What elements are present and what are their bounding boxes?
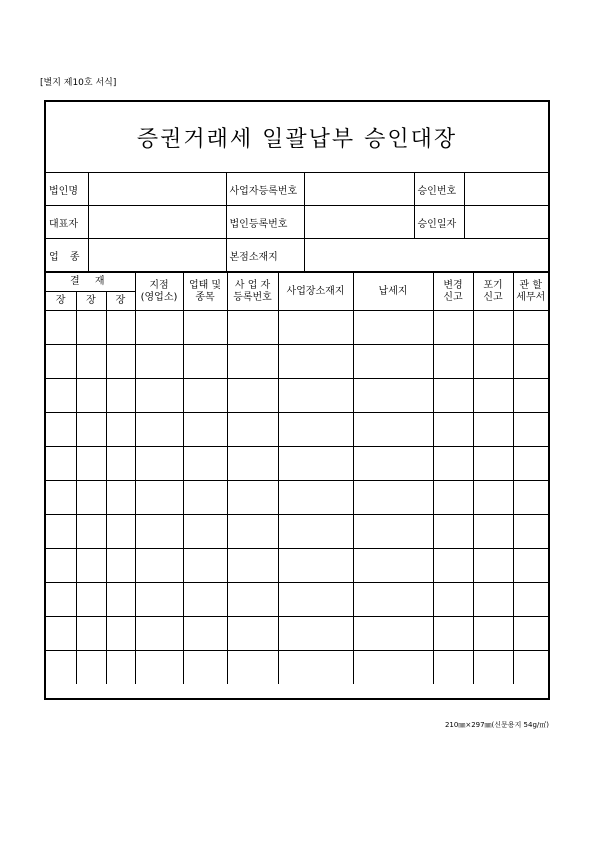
taxpayer-address-header: 납세지 <box>353 273 433 311</box>
table-cell[interactable] <box>46 311 76 345</box>
table-cell[interactable] <box>227 447 278 481</box>
table-cell[interactable] <box>473 447 513 481</box>
table-cell[interactable] <box>513 583 548 617</box>
table-cell[interactable] <box>473 617 513 651</box>
table-cell[interactable] <box>227 481 278 515</box>
table-cell[interactable] <box>513 413 548 447</box>
table-cell[interactable] <box>433 583 473 617</box>
table-cell[interactable] <box>278 413 353 447</box>
table-cell[interactable] <box>473 549 513 583</box>
biz-reg-no-header <box>227 273 278 311</box>
change-report-header <box>433 273 473 311</box>
info-row <box>46 239 548 272</box>
table-row <box>46 651 548 685</box>
table-cell[interactable] <box>46 617 76 651</box>
table-row <box>46 617 548 651</box>
table-cell[interactable] <box>46 447 76 481</box>
table-cell[interactable] <box>278 549 353 583</box>
table-cell[interactable] <box>433 617 473 651</box>
table-cell[interactable] <box>353 481 433 515</box>
table-cell[interactable] <box>183 549 227 583</box>
table-cell[interactable] <box>106 481 135 515</box>
table-cell[interactable] <box>183 345 227 379</box>
approval-ledger-table <box>46 272 548 684</box>
ledger-header-row <box>46 273 548 292</box>
table-cell[interactable] <box>513 515 548 549</box>
table-cell[interactable] <box>353 311 433 345</box>
table-row <box>46 549 548 583</box>
table-cell[interactable] <box>278 651 353 685</box>
table-cell[interactable] <box>473 345 513 379</box>
approval-no-label: 승인번호 <box>414 173 464 206</box>
ledger-sheet <box>44 100 550 700</box>
table-cell[interactable] <box>76 515 106 549</box>
form-number-label: [별지 제10호 서식] <box>40 78 117 88</box>
table-row <box>46 481 548 515</box>
table-cell[interactable] <box>433 345 473 379</box>
approval-group-header: 결 재 <box>46 273 135 292</box>
table-cell[interactable] <box>106 515 135 549</box>
table-cell[interactable] <box>227 345 278 379</box>
table-cell[interactable] <box>183 447 227 481</box>
ceo-field[interactable] <box>88 206 226 239</box>
table-cell[interactable] <box>433 311 473 345</box>
table-cell[interactable] <box>183 379 227 413</box>
biz-reg-no-label: 사업자등록번호 <box>226 173 304 206</box>
biz-type-header <box>183 273 227 311</box>
table-row <box>46 345 548 379</box>
table-cell[interactable] <box>513 549 548 583</box>
waiver-report-header <box>473 273 513 311</box>
table-cell[interactable] <box>513 311 548 345</box>
table-cell[interactable] <box>513 617 548 651</box>
table-cell[interactable] <box>227 549 278 583</box>
table-row <box>46 515 548 549</box>
table-cell[interactable] <box>76 651 106 685</box>
table-cell[interactable] <box>106 345 135 379</box>
table-cell[interactable] <box>433 447 473 481</box>
table-cell[interactable] <box>353 515 433 549</box>
table-cell[interactable] <box>106 413 135 447</box>
info-row <box>46 173 548 206</box>
table-cell[interactable] <box>135 583 183 617</box>
table-cell[interactable] <box>183 413 227 447</box>
biz-reg-no-header-line2: 등록번호 <box>233 291 272 303</box>
table-cell[interactable] <box>473 583 513 617</box>
corp-reg-no-field[interactable] <box>304 206 414 239</box>
table-row <box>46 583 548 617</box>
corp-name-label: 법인명 <box>46 173 88 206</box>
table-cell[interactable] <box>76 617 106 651</box>
table-cell[interactable] <box>227 583 278 617</box>
table-cell[interactable] <box>353 583 433 617</box>
table-cell[interactable] <box>106 379 135 413</box>
table-cell[interactable] <box>76 311 106 345</box>
table-cell[interactable] <box>278 345 353 379</box>
table-cell[interactable] <box>46 515 76 549</box>
table-cell[interactable] <box>278 515 353 549</box>
table-cell[interactable] <box>227 413 278 447</box>
table-cell[interactable] <box>76 481 106 515</box>
site-address-header: 사업장소재지 <box>278 273 353 311</box>
table-cell[interactable] <box>278 583 353 617</box>
table-cell[interactable] <box>513 345 548 379</box>
table-cell[interactable] <box>473 311 513 345</box>
table-cell[interactable] <box>433 515 473 549</box>
table-cell[interactable] <box>473 379 513 413</box>
table-cell[interactable] <box>353 379 433 413</box>
table-cell[interactable] <box>353 617 433 651</box>
table-cell[interactable] <box>106 583 135 617</box>
table-cell[interactable] <box>76 345 106 379</box>
biz-type-header-line1: 업태 및 <box>188 280 222 291</box>
table-cell[interactable] <box>135 447 183 481</box>
info-row <box>46 206 548 239</box>
table-cell[interactable] <box>433 413 473 447</box>
table-cell[interactable] <box>183 515 227 549</box>
table-cell[interactable] <box>46 583 76 617</box>
table-cell[interactable] <box>135 481 183 515</box>
company-info-table <box>46 173 548 272</box>
table-cell[interactable] <box>353 651 433 685</box>
table-cell[interactable] <box>135 617 183 651</box>
table-row <box>46 311 548 345</box>
tax-office-header <box>513 273 548 311</box>
table-cell[interactable] <box>278 617 353 651</box>
table-cell[interactable] <box>106 311 135 345</box>
table-cell[interactable] <box>183 651 227 685</box>
table-cell[interactable] <box>433 481 473 515</box>
table-cell[interactable] <box>473 413 513 447</box>
table-cell[interactable] <box>227 617 278 651</box>
biz-type-header-line2: 종목 <box>195 291 215 303</box>
table-cell[interactable] <box>353 447 433 481</box>
corp-reg-no-label: 법인등록번호 <box>226 206 304 239</box>
corp-name-field[interactable] <box>88 173 226 206</box>
table-cell[interactable] <box>353 549 433 583</box>
table-cell[interactable] <box>353 345 433 379</box>
table-cell[interactable] <box>473 481 513 515</box>
tax-office-header-line2: 세무서 <box>516 291 546 303</box>
branch-header <box>135 273 183 311</box>
table-cell[interactable] <box>227 651 278 685</box>
waiver-report-header-line2: 신고 <box>483 291 503 303</box>
table-cell[interactable] <box>135 345 183 379</box>
table-row <box>46 413 548 447</box>
change-report-header-line1: 변경 <box>443 280 463 291</box>
biz-reg-no-field[interactable] <box>304 173 414 206</box>
table-cell[interactable] <box>353 413 433 447</box>
hq-address-field[interactable] <box>304 239 548 272</box>
approval-no-field[interactable] <box>464 173 548 206</box>
table-cell[interactable] <box>76 583 106 617</box>
table-cell[interactable] <box>227 379 278 413</box>
table-cell[interactable] <box>135 379 183 413</box>
table-cell[interactable] <box>227 515 278 549</box>
table-cell[interactable] <box>183 311 227 345</box>
table-cell[interactable] <box>135 413 183 447</box>
approval-date-label: 승인일자 <box>414 206 464 239</box>
business-type-label: 업 종 <box>46 239 88 272</box>
ledger-body <box>46 311 548 685</box>
table-cell[interactable] <box>433 651 473 685</box>
table-cell[interactable] <box>46 651 76 685</box>
table-cell[interactable] <box>106 447 135 481</box>
table-cell[interactable] <box>278 481 353 515</box>
table-cell[interactable] <box>46 549 76 583</box>
table-row <box>46 379 548 413</box>
table-cell[interactable] <box>278 447 353 481</box>
table-cell[interactable] <box>278 379 353 413</box>
table-row <box>46 447 548 481</box>
table-cell[interactable] <box>433 549 473 583</box>
paper-spec-note: 210㎜×297㎜(신문용지 54g/㎡) <box>444 721 549 729</box>
business-type-field[interactable] <box>88 239 226 272</box>
table-cell[interactable] <box>183 617 227 651</box>
table-cell[interactable] <box>135 549 183 583</box>
table-cell[interactable] <box>76 413 106 447</box>
ceo-label: 대표자 <box>46 206 88 239</box>
approval-date-field[interactable] <box>464 206 548 239</box>
table-cell[interactable] <box>183 583 227 617</box>
table-cell[interactable] <box>76 379 106 413</box>
table-cell[interactable] <box>76 549 106 583</box>
table-cell[interactable] <box>46 413 76 447</box>
page-title: 증권거래세 일괄납부 승인대장 <box>136 126 458 152</box>
biz-reg-no-header-line1: 사 업 자 <box>234 280 271 291</box>
table-cell[interactable] <box>513 651 548 685</box>
table-cell[interactable] <box>278 311 353 345</box>
table-cell[interactable] <box>135 515 183 549</box>
approval-sub-2: 장 <box>76 292 106 311</box>
branch-header-line2: (영업소) <box>140 291 178 303</box>
table-cell[interactable] <box>473 515 513 549</box>
approval-sub-1: 장 <box>46 292 76 311</box>
table-cell[interactable] <box>135 651 183 685</box>
table-cell[interactable] <box>513 481 548 515</box>
table-cell[interactable] <box>473 651 513 685</box>
hq-address-label: 본점소재지 <box>226 239 304 272</box>
tax-office-header-line1: 관 할 <box>519 280 543 291</box>
table-cell[interactable] <box>227 311 278 345</box>
table-cell[interactable] <box>46 345 76 379</box>
table-cell[interactable] <box>513 379 548 413</box>
table-cell[interactable] <box>76 447 106 481</box>
table-cell[interactable] <box>513 447 548 481</box>
table-cell[interactable] <box>433 379 473 413</box>
branch-header-line1: 지점 <box>149 280 169 291</box>
table-cell[interactable] <box>106 617 135 651</box>
table-cell[interactable] <box>183 481 227 515</box>
table-cell[interactable] <box>106 549 135 583</box>
change-report-header-line2: 신고 <box>443 291 463 303</box>
title-box <box>46 102 548 173</box>
approval-sub-3: 장 <box>106 292 135 311</box>
table-cell[interactable] <box>46 379 76 413</box>
table-cell[interactable] <box>46 481 76 515</box>
table-cell[interactable] <box>135 311 183 345</box>
waiver-report-header-line1: 포기 <box>483 280 503 291</box>
table-cell[interactable] <box>106 651 135 685</box>
